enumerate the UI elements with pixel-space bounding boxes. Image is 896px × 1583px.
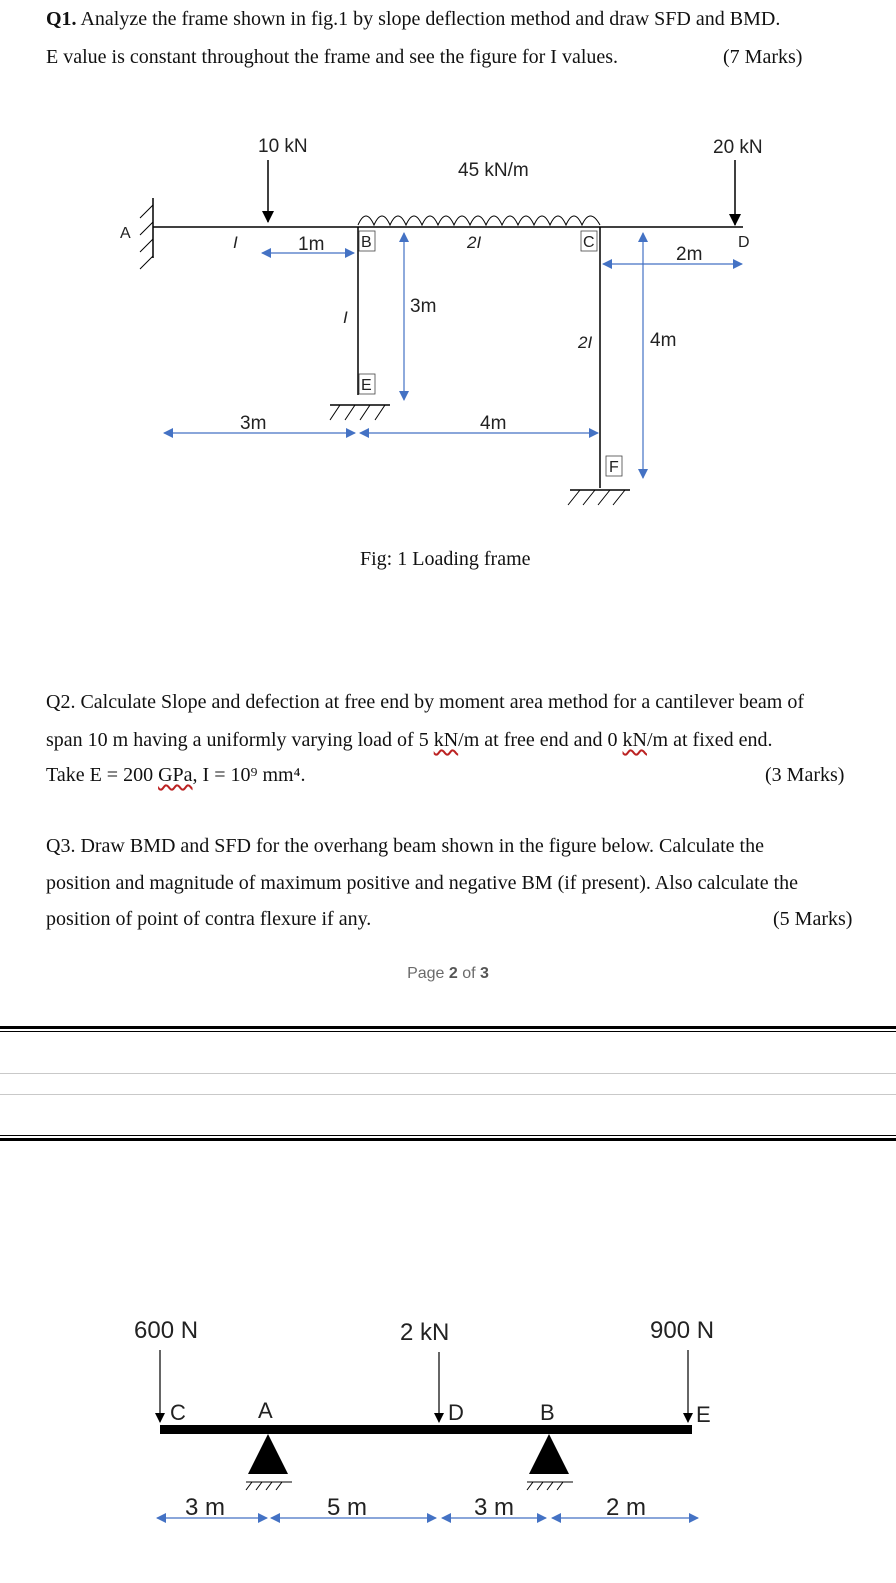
load-2kn-label: 2 kN bbox=[400, 1319, 450, 1346]
q3-line-2: position and magnitude of maximum positive and negative BM (if present). Also calculate the bbox=[46, 872, 799, 894]
dim-3m-horizontal: 3m bbox=[240, 413, 267, 434]
span-c-a: 3 m bbox=[185, 1494, 226, 1521]
fixed-support-a bbox=[140, 198, 153, 269]
q2-unit-1: kN bbox=[433, 729, 459, 751]
node-f: F bbox=[609, 459, 619, 476]
q2-text-3a: Take E = 200 bbox=[46, 764, 159, 786]
load-600n-label: 600 N bbox=[134, 1317, 199, 1344]
load-20kn-label: 20 kN bbox=[713, 137, 763, 158]
fixed-support-e bbox=[330, 405, 390, 420]
q1-marks: (7 Marks) bbox=[723, 46, 803, 68]
member-i-cf: 2I bbox=[578, 333, 593, 352]
q1-text-1: Analyze the frame shown in fig.1 by slope deflection method and draw SFD and BMD. bbox=[76, 8, 781, 30]
member-i-ab: I bbox=[233, 233, 238, 252]
node-e: E bbox=[361, 377, 372, 394]
dim-4m-horizontal: 4m bbox=[480, 413, 507, 434]
dim-1m: 1m bbox=[298, 234, 325, 255]
node-e: E bbox=[696, 1402, 711, 1427]
frame-figure bbox=[0, 120, 896, 520]
q2-text-2c: /m at fixed end. bbox=[647, 729, 773, 751]
span-b-e: 2 m bbox=[606, 1494, 647, 1521]
span-a-d: 5 m bbox=[327, 1494, 368, 1521]
dim-2m: 2m bbox=[676, 244, 703, 265]
support-a bbox=[246, 1434, 292, 1490]
q2-line-1: Q2. Calculate Slope and defection at free end by moment area method for a cantilever beam of bbox=[46, 691, 805, 713]
q2-line-2 bbox=[46, 729, 773, 752]
figure-caption: Fig: 1 Loading frame bbox=[360, 548, 531, 570]
page-break-top-rule-thin bbox=[0, 1031, 896, 1032]
q2-marks: (3 Marks) bbox=[765, 764, 845, 786]
udl-label: 45 kN/m bbox=[458, 160, 529, 181]
node-a: A bbox=[258, 1398, 273, 1423]
node-c: C bbox=[170, 1400, 186, 1425]
member-i-bc: 2I bbox=[467, 233, 482, 252]
fixed-support-f bbox=[568, 490, 630, 505]
page-gap-rule-1 bbox=[0, 1073, 896, 1074]
node-a: A bbox=[120, 225, 131, 242]
page-break-bottom-rule bbox=[0, 1138, 896, 1141]
q3-marks: (5 Marks) bbox=[773, 908, 853, 930]
page-break-bottom-rule-thin bbox=[0, 1135, 896, 1136]
q1-line-2: E value is constant throughout the frame and see the figure for I values. bbox=[46, 46, 619, 68]
q1-number: Q1. bbox=[46, 8, 77, 30]
q2-line-3 bbox=[46, 764, 306, 787]
q2-text-3b: , I = 10⁹ mm⁴. bbox=[192, 764, 306, 786]
page-gap-rule-2 bbox=[0, 1094, 896, 1095]
q1-line-1 bbox=[46, 8, 780, 31]
page-indicator: Page 2 of 3 bbox=[407, 965, 489, 982]
node-d: D bbox=[448, 1400, 464, 1425]
q2-text-2b: /m at free end and 0 bbox=[458, 729, 623, 751]
member-i-be: I bbox=[343, 308, 348, 327]
load-10kn-label: 10 kN bbox=[258, 136, 308, 157]
node-d: D bbox=[738, 234, 750, 251]
udl-load bbox=[358, 216, 600, 225]
q2-unit-2: kN bbox=[622, 729, 647, 751]
node-b: B bbox=[540, 1400, 555, 1425]
dimension-arrows bbox=[164, 233, 742, 478]
dim-4m-vertical: 4m bbox=[650, 330, 677, 351]
page-break-top-rule bbox=[0, 1026, 896, 1029]
dim-3m-vertical: 3m bbox=[410, 296, 437, 317]
q2-gpa: GPa bbox=[158, 764, 193, 786]
load-900n-label: 900 N bbox=[650, 1317, 715, 1344]
node-c: C bbox=[583, 234, 595, 251]
beam bbox=[160, 1425, 692, 1434]
overhang-beam-figure bbox=[0, 1300, 896, 1540]
q3-line-3: position of point of contra flexure if any. bbox=[46, 908, 372, 930]
q2-text-2a: span 10 m having a uniformly varying load of 5 bbox=[46, 729, 434, 751]
node-b: B bbox=[361, 234, 372, 251]
q3-line-1: Q3. Draw BMD and SFD for the overhang beam shown in the figure below. Calculate the bbox=[46, 835, 764, 857]
span-d-b: 3 m bbox=[474, 1494, 515, 1521]
support-b bbox=[527, 1434, 573, 1490]
